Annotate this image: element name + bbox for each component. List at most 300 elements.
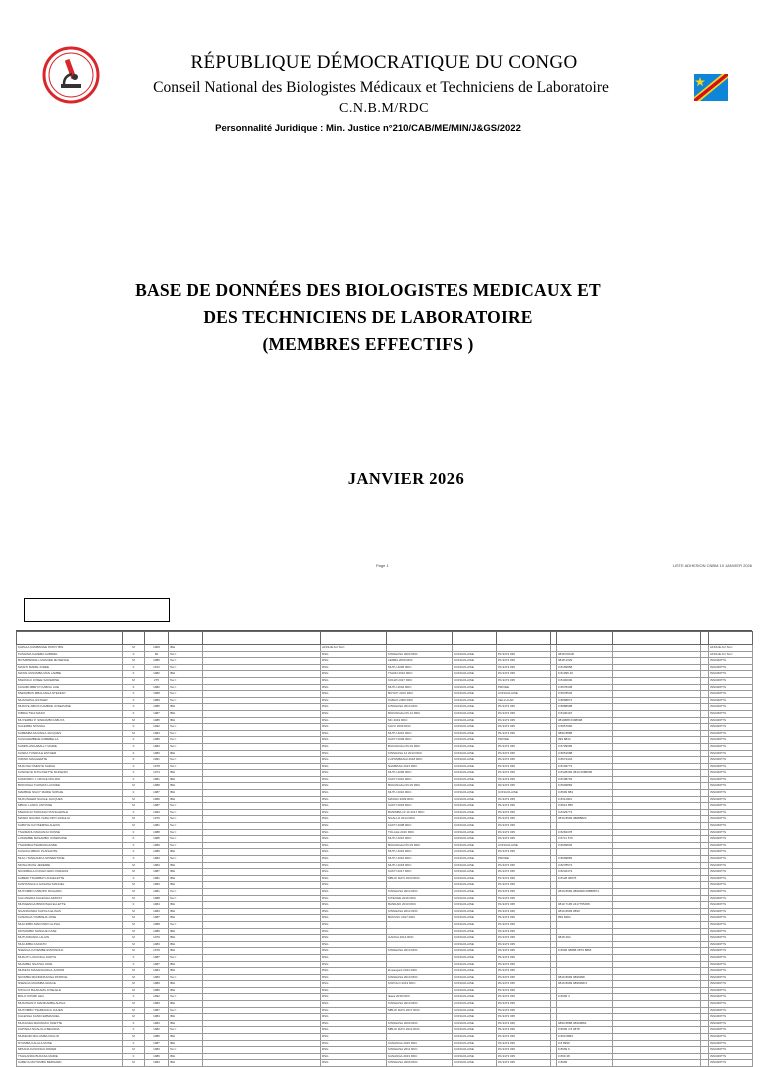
table-cell: RSG xyxy=(321,829,387,836)
table-cell: M xyxy=(123,783,145,790)
table-cell xyxy=(613,684,701,691)
table-row xyxy=(17,651,753,658)
table-cell xyxy=(701,796,709,803)
table-cell: PRIVEE xyxy=(497,737,551,744)
table-cell: INSCRIPTS xyxy=(709,862,753,869)
table-cell xyxy=(613,697,701,704)
table-cell: CONGOLAISE xyxy=(453,941,497,948)
table-row xyxy=(17,697,753,704)
table-cell: CONGOLAISE xyxy=(453,664,497,671)
table-cell: NSENGA MUAMBA GRACE xyxy=(17,981,123,988)
table-cell: M xyxy=(123,645,145,652)
table-cell: Tec I xyxy=(169,921,203,928)
table-cell xyxy=(613,908,701,915)
table-cell xyxy=(613,829,701,836)
table-cell: TSHILANDA BUKASA MARIE xyxy=(17,1053,123,1060)
table-cell xyxy=(701,888,709,895)
table-cell: RSG xyxy=(321,935,387,942)
table-cell xyxy=(613,968,701,975)
table-cell: INSCRIPTS xyxy=(709,1001,753,1008)
table-cell: INSCRIPTS xyxy=(709,888,753,895)
table-cell: RSG xyxy=(321,704,387,711)
table-cell: RSG xyxy=(321,974,387,981)
table-cell: M xyxy=(123,915,145,922)
table-cell: INSCRIPTS xyxy=(709,743,753,750)
table-cell: CONGOLAISE xyxy=(453,809,497,816)
table-cell: F xyxy=(123,829,145,836)
table-cell: IBH xyxy=(169,776,203,783)
table-cell: KANANGA 2015 RDC xyxy=(387,1040,453,1047)
table-cell: 1972 xyxy=(145,664,169,671)
table-header-cell xyxy=(453,632,497,645)
table-cell: INSCRIPTS xyxy=(709,875,753,882)
table-cell xyxy=(701,1060,709,1067)
table-row xyxy=(17,987,753,994)
table-header-cell xyxy=(17,632,123,645)
table-cell: INSCRIPTS xyxy=(709,796,753,803)
table-cell xyxy=(203,809,321,816)
table-cell: RSG xyxy=(321,796,387,803)
table-cell: MASSI ASSUMBA MAN LAMBE xyxy=(17,671,123,678)
table-cell: 1989 xyxy=(145,981,169,988)
table-cell: KIBIDA TSHI MASO xyxy=(17,710,123,717)
table-cell: PA 9473 035 xyxy=(497,816,551,823)
table-cell: INSCRIPTS xyxy=(709,1027,753,1034)
council-acronym: C.N.B.M/RDC xyxy=(339,101,429,116)
table-cell: 0 8898874 xyxy=(557,697,613,704)
table-cell: RSG xyxy=(321,651,387,658)
table-cell: M xyxy=(123,816,145,823)
table-row xyxy=(17,710,753,717)
table-cell: IBH xyxy=(169,875,203,882)
table-cell: LUPOMBASHI 2018 RDC xyxy=(387,757,453,764)
table-cell: 0819 8999 0899998 xyxy=(557,974,613,981)
table-cell: 1983 xyxy=(145,1047,169,1054)
table-cell: PA 9473 035 xyxy=(497,1007,551,1014)
table-cell: MBOLI LANKU ANTOINE xyxy=(17,803,123,810)
table-cell xyxy=(203,849,321,856)
table-cell: IBH xyxy=(169,704,203,711)
table-cell: TOLALE 2016 RDC xyxy=(387,829,453,836)
table-cell: PRIVEE xyxy=(497,684,551,691)
table-cell: CONGOLAISE xyxy=(453,816,497,823)
table-row xyxy=(17,783,753,790)
table-cell: BOKONGA THOMAS LUONDE xyxy=(17,783,123,790)
table-cell: MTOLOJ BILAKAMA JOSE ELE xyxy=(17,987,123,994)
table-cell: INSCRIPTS xyxy=(709,704,753,711)
table-cell: CONGOLAISE xyxy=(453,684,497,691)
table-cell: M xyxy=(123,862,145,869)
table-header-cell xyxy=(145,632,169,645)
table-cell: PA 9473 035 xyxy=(497,671,551,678)
table-cell: M xyxy=(123,921,145,928)
table-cell: INSCRIPTS xyxy=(709,677,753,684)
table-row xyxy=(17,671,753,678)
table-cell: CONGOLAISE xyxy=(453,987,497,994)
table-cell: M xyxy=(123,1060,145,1067)
table-cell: RSG xyxy=(321,908,387,915)
table-cell xyxy=(387,954,453,961)
table-cell: IBH xyxy=(169,862,203,869)
table-cell: 1976 xyxy=(145,816,169,823)
table-cell xyxy=(203,1014,321,1021)
table-row xyxy=(17,921,753,928)
table-cell: BANDAKI 2010 RDC xyxy=(387,902,453,909)
table-cell xyxy=(203,948,321,955)
table-cell xyxy=(387,1014,453,1021)
table-cell xyxy=(701,961,709,968)
table-cell: CELLULAR xyxy=(497,697,551,704)
table-cell: 0 8428399 0819 6688095 xyxy=(557,770,613,777)
table-cell: KANDA TUNDULE ESTHER xyxy=(17,750,123,757)
table-cell: KALENGA KANKI EMMANUEL xyxy=(17,1014,123,1021)
table-cell xyxy=(203,1040,321,1047)
table-cell: INSCRIPTS xyxy=(709,664,753,671)
table-cell xyxy=(701,816,709,823)
table-cell xyxy=(701,954,709,961)
table-cell xyxy=(203,658,321,665)
table-cell xyxy=(701,1053,709,1060)
document-title xyxy=(80,277,656,358)
empty-input-box[interactable] xyxy=(24,598,170,622)
table-cell: 1985 xyxy=(145,717,169,724)
table-cell: PA 9473 035 xyxy=(497,908,551,915)
table-cell: CONGOLAISE xyxy=(453,902,497,909)
table-cell xyxy=(203,750,321,757)
table-cell: 0819 8999 08888820 xyxy=(557,816,613,823)
table-cell: INSCRIPTS xyxy=(709,961,753,968)
table-cell: RSG xyxy=(321,882,387,889)
table-cell: KABEMBA MUANGA JACQUES xyxy=(17,730,123,737)
table-cell: CONGOLAISE xyxy=(453,842,497,849)
table-row xyxy=(17,888,753,895)
table-cell: PA 9473 035 xyxy=(497,763,551,770)
table-cell xyxy=(613,987,701,994)
table-cell: M xyxy=(123,895,145,902)
table-cell: MUTU 2010 RDC xyxy=(387,790,453,797)
table-cell: IBH xyxy=(169,902,203,909)
table-cell xyxy=(701,717,709,724)
table-cell xyxy=(203,763,321,770)
table-cell xyxy=(613,895,701,902)
table-cell: Tec I xyxy=(169,974,203,981)
table-cell: PA 9473 035 xyxy=(497,1060,551,1067)
table-cell: INSCRIPTS xyxy=(709,974,753,981)
table-cell xyxy=(613,717,701,724)
table-cell: PA 9473 035 xyxy=(497,941,551,948)
table-cell xyxy=(387,882,453,889)
table-cell: MUKETA MASANGANGA JUNIOR xyxy=(17,968,123,975)
title-line-1: BASE DE DONNÉES DES BIOLOGISTES MEDICAUX ET xyxy=(135,280,601,300)
table-cell: 1986 xyxy=(145,1053,169,1060)
table-cell: F xyxy=(123,809,145,816)
table-cell: 0 8999 4 8 0878 xyxy=(557,1027,613,1034)
table-cell: MC 2019 RDC xyxy=(387,717,453,724)
table-cell xyxy=(557,968,613,975)
table-cell: RSG xyxy=(321,842,387,849)
table-cell: CONGOLAISE xyxy=(453,1001,497,1008)
table-cell: MBUJI MAYI 2017 RDC xyxy=(387,1007,453,1014)
table-cell: 1983 xyxy=(145,882,169,889)
table-row xyxy=(17,1053,753,1060)
table-cell: INSCRIPTS xyxy=(709,928,753,935)
table-cell: CONGOLAISE xyxy=(453,823,497,830)
table-cell: PA 9473 035 xyxy=(497,724,551,731)
table-cell: MUTU 2005 RDC xyxy=(387,664,453,671)
table-cell: M xyxy=(123,869,145,876)
table-cell: IBH xyxy=(169,717,203,724)
table-cell: MONA MUKE JEREMIE xyxy=(17,862,123,869)
table-cell xyxy=(613,981,701,988)
table-cell: MUTU 2016 RDC xyxy=(387,856,453,863)
table-cell xyxy=(203,875,321,882)
table-cell: IBH xyxy=(169,948,203,955)
table-cell: KOKOLO 2013 RDC xyxy=(387,981,453,988)
table-cell: CONGOLAISE xyxy=(453,974,497,981)
table-cell: 1992 xyxy=(145,724,169,731)
table-row xyxy=(17,994,753,1001)
table-cell: MUTOMBO TSHIBANGU JULIEN xyxy=(17,1007,123,1014)
table-cell: KASCHEMBEJE KABEBELLA xyxy=(17,737,123,744)
table-row xyxy=(17,664,753,671)
table-cell: BUTAYI 2016 RDC xyxy=(387,691,453,698)
table-cell: MAMBUE NGOY MARIE SOPHIE xyxy=(17,790,123,797)
table-cell: 1989 xyxy=(145,842,169,849)
table-cell: 1983 xyxy=(145,1020,169,1027)
table-cell: PA 9473 035 xyxy=(497,1040,551,1047)
table-cell: PA 9473 035 xyxy=(497,658,551,665)
table-row xyxy=(17,790,753,797)
table-cell: MUTU 2010 RDC xyxy=(387,730,453,737)
table-cell xyxy=(613,1020,701,1027)
table-cell xyxy=(203,1060,321,1067)
table-cell: INSCRIPTS xyxy=(709,968,753,975)
table-cell: BUKANGALON 12 RDC xyxy=(387,710,453,717)
table-cell: PA 9473 035 xyxy=(497,968,551,975)
table-cell: PA 9473 035 xyxy=(497,1034,551,1041)
table-cell: CONGOLAISE xyxy=(453,796,497,803)
table-cell: 0 8400000 xyxy=(557,677,613,684)
table-cell xyxy=(613,1027,701,1034)
table-cell xyxy=(701,895,709,902)
table-cell: INSCRIPTS xyxy=(709,935,753,942)
table-cell: 0 81995 46 xyxy=(557,671,613,678)
table-cell: RSG xyxy=(321,664,387,671)
table-cell: 0 8 8999 xyxy=(557,1040,613,1047)
table-cell: PA 9473 035 xyxy=(497,921,551,928)
table-row xyxy=(17,895,753,902)
table-cell xyxy=(613,954,701,961)
table-cell: PA 9473 035 xyxy=(497,677,551,684)
table-cell: CONGOLAISE xyxy=(453,981,497,988)
table-cell: RSG xyxy=(321,895,387,902)
table-cell: 099 8844 xyxy=(557,737,613,744)
table-cell xyxy=(557,941,613,948)
table-cell: INSCRIPTS xyxy=(709,1020,753,1027)
table-cell: M xyxy=(123,928,145,935)
table-cell xyxy=(701,750,709,757)
table-cell: F xyxy=(123,961,145,968)
table-row xyxy=(17,974,753,981)
table-cell: RSG xyxy=(321,954,387,961)
table-cell: 0 899 48 xyxy=(557,1053,613,1060)
table-header-cell xyxy=(387,632,453,645)
table-cell: RSG xyxy=(321,856,387,863)
table-cell: MASSO 2009 RDC xyxy=(387,796,453,803)
table-cell: LEMBA 2009 RDC xyxy=(387,658,453,665)
table-cell xyxy=(203,1001,321,1008)
table-cell: PA 9473 035 xyxy=(497,1001,551,1008)
table-cell: KAKTI 2018 RDC xyxy=(387,803,453,810)
table-cell: 1985 xyxy=(145,836,169,843)
table-cell: F xyxy=(123,790,145,797)
table-cell: MULUMBA KADIATO xyxy=(17,941,123,948)
table-cell: 1992 xyxy=(145,994,169,1001)
table-cell: IBH xyxy=(169,1060,203,1067)
table-cell: MULUMBU MAKONDO ALPHA xyxy=(17,921,123,928)
table-cell: CONGOLAISE xyxy=(453,710,497,717)
table-cell: RSG xyxy=(321,743,387,750)
table-cell xyxy=(701,882,709,889)
table-cell: IBH xyxy=(169,941,203,948)
table-cell xyxy=(613,783,701,790)
table-cell: IBH xyxy=(169,981,203,988)
table-cell: F xyxy=(123,684,145,691)
table-row xyxy=(17,862,753,869)
table-cell: 0 8202473 xyxy=(557,869,613,876)
table-cell xyxy=(613,882,701,889)
table-cell: CONGOLAISE xyxy=(453,1047,497,1054)
table-row xyxy=(17,856,753,863)
table-cell xyxy=(701,849,709,856)
table-cell: RSG xyxy=(321,757,387,764)
table-row xyxy=(17,770,753,777)
table-cell: M xyxy=(123,1001,145,1008)
table-cell: RSG xyxy=(321,1014,387,1021)
table-cell xyxy=(701,651,709,658)
table-cell: INSCRIPTS xyxy=(709,809,753,816)
table-cell: 1987 xyxy=(145,954,169,961)
table-header-cell xyxy=(701,632,709,645)
table-cell: LOMAMBE MASAMBU JOSEPHINE xyxy=(17,836,123,843)
table-row xyxy=(17,730,753,737)
table-cell xyxy=(203,743,321,750)
table-cell: KANKIEYE M PUASETTE MUKENDI xyxy=(17,770,123,777)
table-cell: MUKONANYI MANIKAMBA ALPHA xyxy=(17,1001,123,1008)
table-cell: IBH xyxy=(169,915,203,922)
table-cell: RSG xyxy=(321,875,387,882)
table-cell: M xyxy=(123,717,145,724)
table-cell: 0899 8888 08999884 xyxy=(557,1020,613,1027)
table-cell: INSCRIPTS xyxy=(709,908,753,915)
table-cell: PA 9473 035 xyxy=(497,651,551,658)
table-cell xyxy=(701,1007,709,1014)
table-cell: 1981 xyxy=(145,823,169,830)
table-cell xyxy=(203,981,321,988)
table-cell: F xyxy=(123,1053,145,1060)
table-cell: F xyxy=(123,1020,145,1027)
table-cell: MUTOMBO KABOPO RICHARD xyxy=(17,888,123,895)
table-cell xyxy=(203,757,321,764)
table-cell: 1986 xyxy=(145,737,169,744)
table-cell: INSCRIPTS xyxy=(709,915,753,922)
table-cell xyxy=(613,836,701,843)
table-cell xyxy=(203,823,321,830)
table-cell: F xyxy=(123,770,145,777)
table-cell xyxy=(613,1007,701,1014)
table-cell: PA 9473 035 xyxy=(497,994,551,1001)
table-row xyxy=(17,796,753,803)
table-cell: PA 9473 035 xyxy=(497,1020,551,1027)
table-cell: 0 8799995 xyxy=(557,743,613,750)
table-cell xyxy=(203,645,321,652)
table-cell: RSG xyxy=(321,763,387,770)
table-row xyxy=(17,915,753,922)
table-cell: Tec I xyxy=(169,658,203,665)
table-cell xyxy=(701,902,709,909)
table-cell: RSG xyxy=(321,671,387,678)
table-cell xyxy=(387,987,453,994)
table-header-cell xyxy=(557,632,613,645)
table-cell: 0 8999845 xyxy=(557,842,613,849)
table-cell: 0 8909859 xyxy=(557,783,613,790)
table-cell: KABEDI TSHIMBAYI ANGELETTE xyxy=(17,875,123,882)
table-cell: CONGOLAISE xyxy=(453,915,497,922)
table-row xyxy=(17,1014,753,1021)
table-cell: PA 9473 035 xyxy=(497,783,551,790)
table-cell: M xyxy=(123,1014,145,1021)
table-cell: NTUMBA KALALA ROSE xyxy=(17,1040,123,1047)
table-cell: 1984 xyxy=(145,862,169,869)
table-cell: MUKUTI LUKUNGA JUDITH xyxy=(17,954,123,961)
table-cell: PA 9473 035 xyxy=(497,928,551,935)
table-cell: AFFILIE AU SLC xyxy=(321,645,387,652)
table-cell: IBH xyxy=(169,796,203,803)
table-row xyxy=(17,763,753,770)
table-cell xyxy=(701,803,709,810)
table-cell: KIDINO MAGGERITE xyxy=(17,757,123,764)
table-cell xyxy=(557,928,613,935)
table-cell: KINSHASA 14 2013 RDC xyxy=(387,750,453,757)
table-cell: BUKANGALON 09 RDC xyxy=(387,743,453,750)
table-cell: MUTUNDANGU ALAIN xyxy=(17,935,123,942)
members-table xyxy=(16,630,752,1065)
table-cell: F xyxy=(123,710,145,717)
table-row xyxy=(17,968,753,975)
table-cell xyxy=(203,677,321,684)
table-cell: 1988 xyxy=(145,783,169,790)
table-cell xyxy=(453,645,497,652)
table-cell xyxy=(701,915,709,922)
table-cell xyxy=(203,882,321,889)
table-cell: Ikasa 2018 RDC xyxy=(387,994,453,1001)
table-cell: CONGOLAISE xyxy=(453,849,497,856)
table-cell: CONGOLAISE xyxy=(453,691,497,698)
table-cell: Tec I xyxy=(169,856,203,863)
table-cell: CONGOLAISE xyxy=(453,783,497,790)
table-cell xyxy=(613,842,701,849)
table-cell: Tec I xyxy=(169,757,203,764)
table-cell: F xyxy=(123,743,145,750)
table-cell: RSG xyxy=(321,724,387,731)
table-cell xyxy=(203,961,321,968)
table-cell xyxy=(203,704,321,711)
table-cell: CONGOLAISE xyxy=(453,743,497,750)
table-cell xyxy=(701,664,709,671)
table-cell: RSG xyxy=(321,902,387,909)
table-cell: F xyxy=(123,954,145,961)
table-cell: 0899 8888 xyxy=(557,730,613,737)
